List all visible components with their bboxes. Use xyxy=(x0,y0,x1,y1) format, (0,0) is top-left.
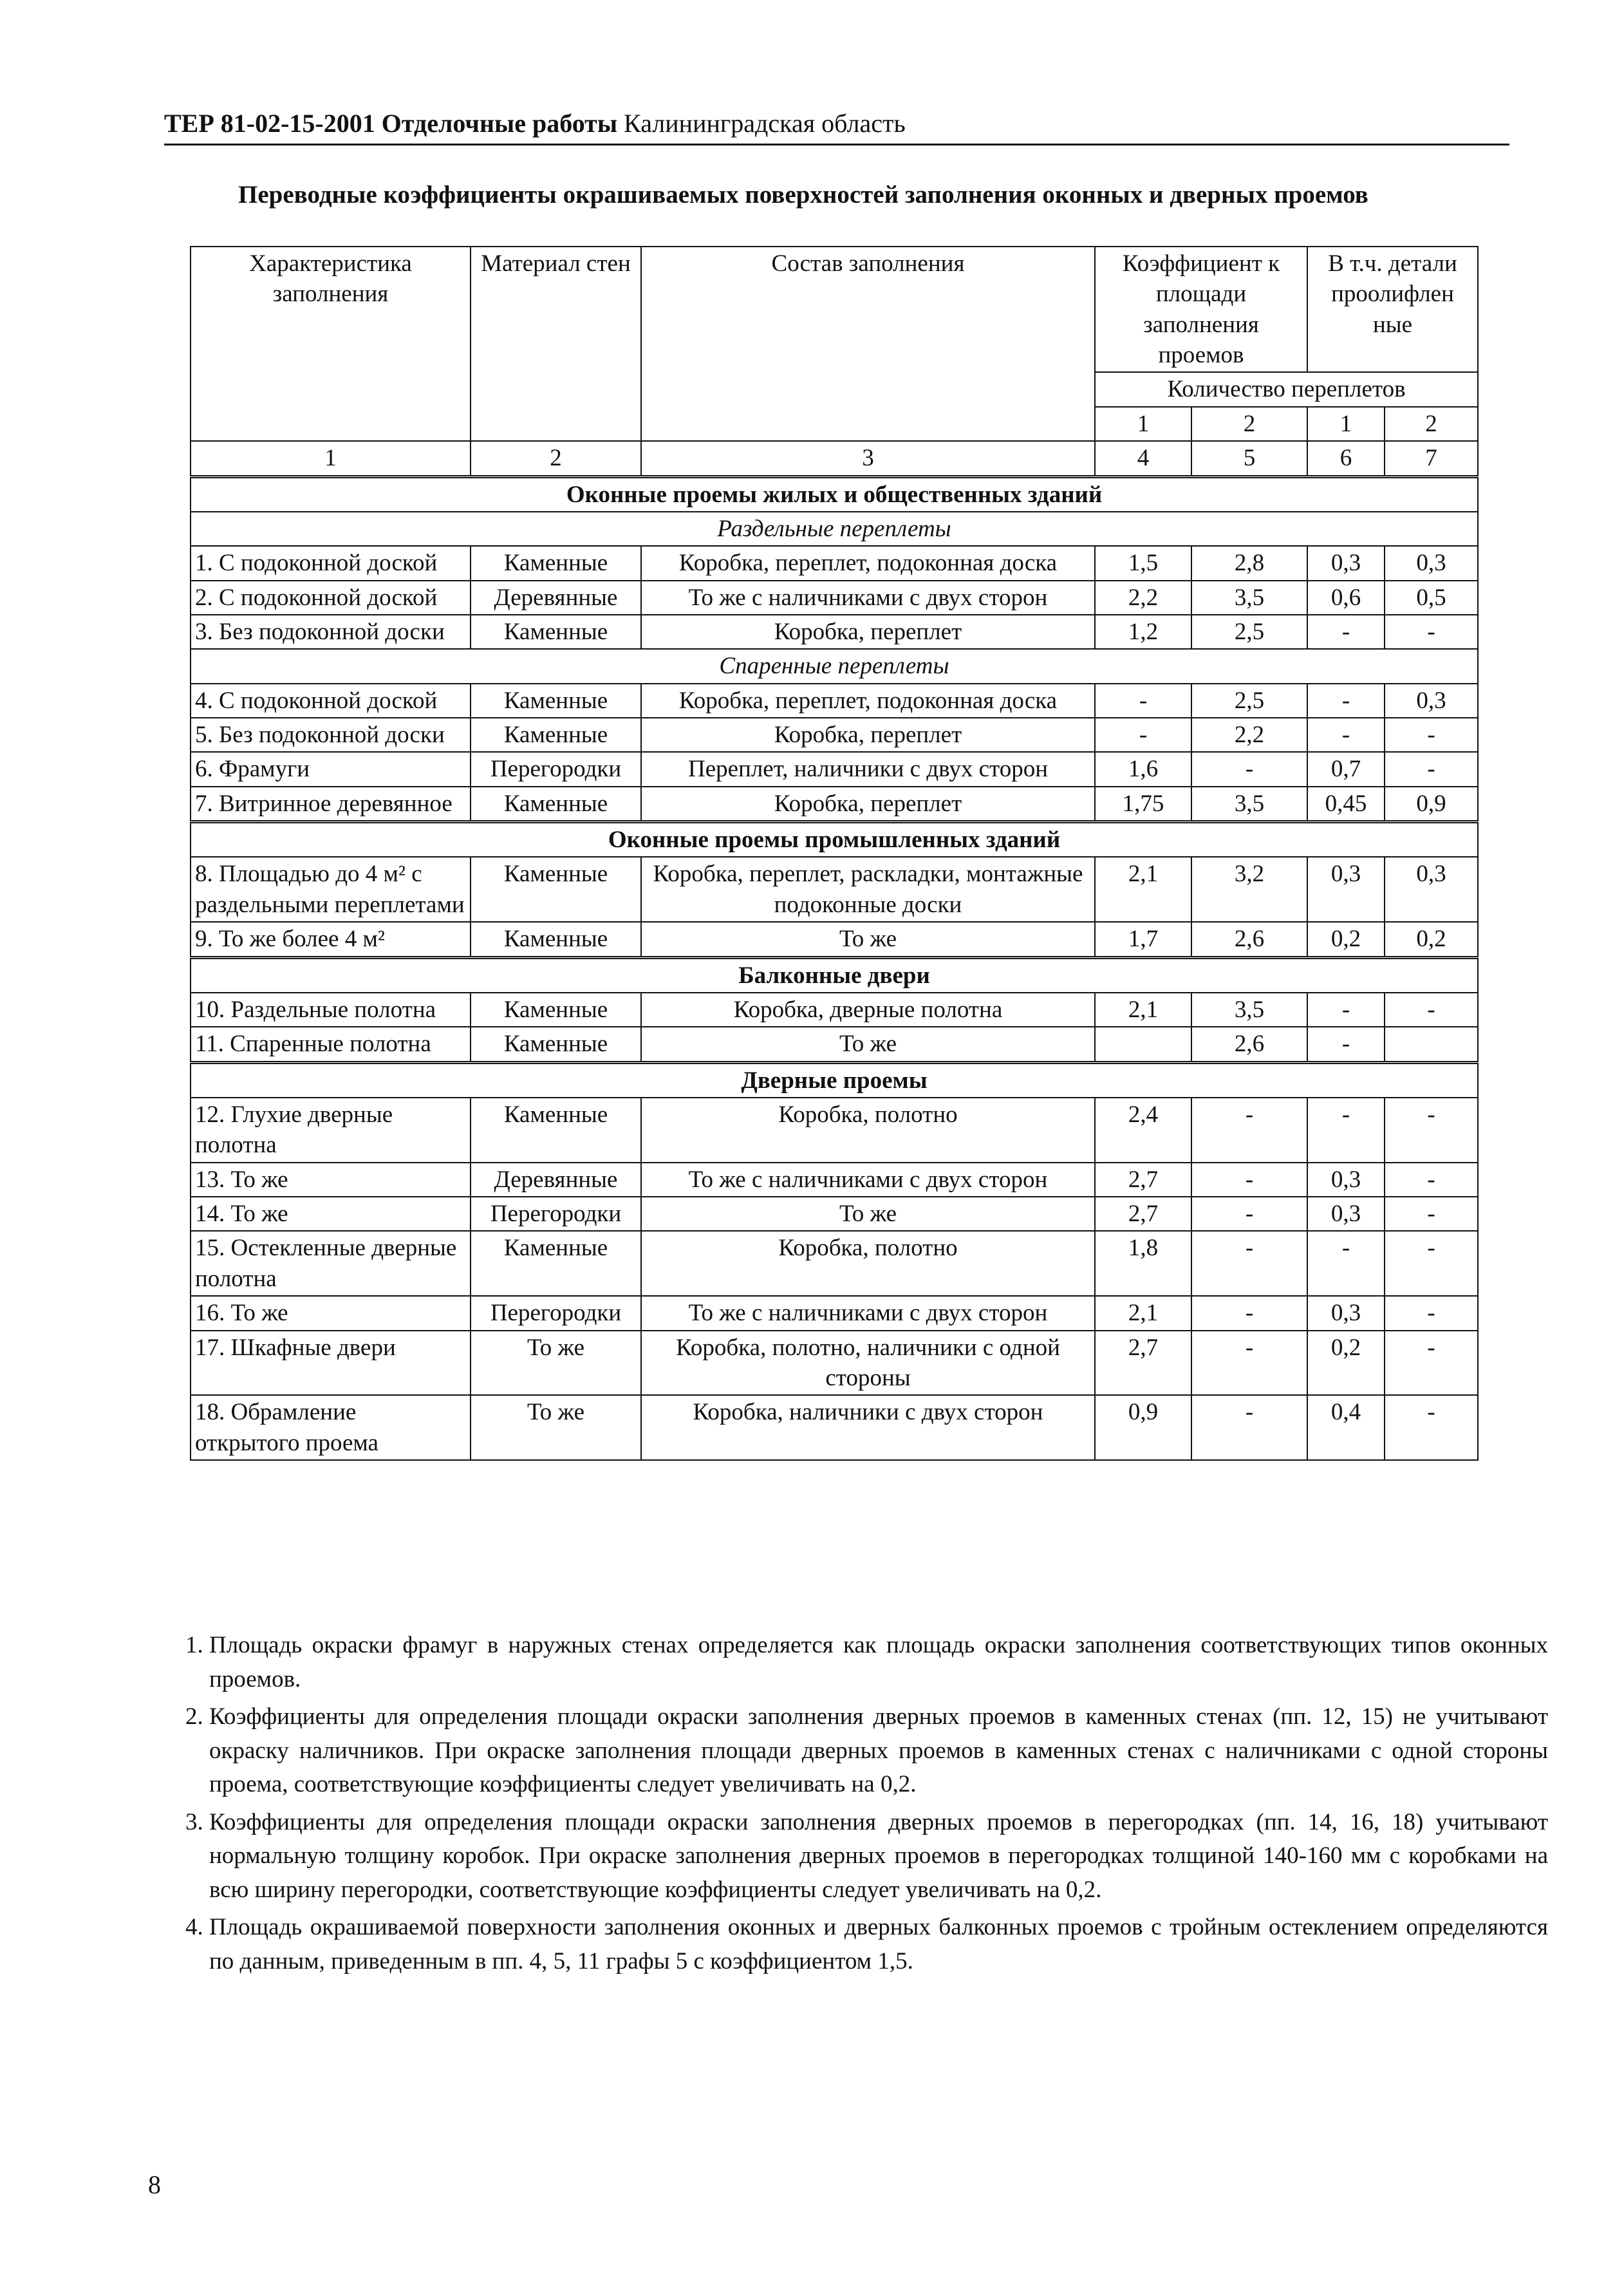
table-row xyxy=(191,546,1478,580)
cell-value: 0,45 xyxy=(1307,787,1385,822)
cell-composition: То же с наличниками с двух сторон xyxy=(641,581,1095,615)
cell-value: - xyxy=(1385,718,1478,752)
cell-value: 1,5 xyxy=(1095,546,1191,580)
table-row xyxy=(191,1231,1478,1296)
cell-value: - xyxy=(1385,1231,1478,1296)
cell-material: Перегородки xyxy=(471,1197,641,1231)
subsection-title: Раздельные переплеты xyxy=(191,512,1478,546)
cell-material: Перегородки xyxy=(471,1296,641,1330)
cell-value xyxy=(1095,1027,1191,1062)
column-number: 2 xyxy=(471,441,641,476)
column-number: 7 xyxy=(1385,441,1478,476)
cell-composition: То же xyxy=(641,1197,1095,1231)
column-number: 3 xyxy=(641,441,1095,476)
header-including: В т.ч. детали проолифлен ные xyxy=(1307,247,1478,372)
header-characteristic: Характеристика заполнения xyxy=(191,247,471,441)
cell-characteristic: 10. Раздельные полотна xyxy=(191,993,471,1027)
cell-characteristic: 4. С подоконной доской xyxy=(191,684,471,718)
cell-value: - xyxy=(1095,684,1191,718)
cell-characteristic: 13. То же xyxy=(191,1163,471,1197)
cell-value: - xyxy=(1191,752,1307,786)
cell-composition: Коробка, переплет xyxy=(641,615,1095,649)
cell-value: 1,6 xyxy=(1095,752,1191,786)
cell-composition: Коробка, полотно xyxy=(641,1098,1095,1163)
header-material: Материал стен xyxy=(471,247,641,441)
cell-value: - xyxy=(1191,1098,1307,1163)
cell-value: 3,5 xyxy=(1191,787,1307,822)
header-sash-count: Количество переплетов xyxy=(1095,372,1478,406)
document-region: Калининградская область xyxy=(624,109,906,138)
cell-value: - xyxy=(1307,615,1385,649)
cell-composition: Коробка, полотно xyxy=(641,1231,1095,1296)
cell-value: 2,6 xyxy=(1191,922,1307,957)
cell-composition: Коробка, наличники с двух сторон xyxy=(641,1395,1095,1460)
cell-material: Каменные xyxy=(471,684,641,718)
column-number: 6 xyxy=(1307,441,1385,476)
table-row xyxy=(191,1027,1478,1062)
cell-characteristic: 3. Без подоконной доски xyxy=(191,615,471,649)
cell-characteristic: 14. То же xyxy=(191,1197,471,1231)
note-item: 4. Площадь окрашиваемой поверхности заполнения оконных и дверных балконных проемов с тройным остеклением определяются по данным, приведенным в пп. 4, 5, 11 графы 5 с коэффициентом 1,5. xyxy=(209,1911,1548,1978)
header-sash-1: 1 xyxy=(1095,407,1191,441)
cell-value: 2,1 xyxy=(1095,993,1191,1027)
cell-value: 1,75 xyxy=(1095,787,1191,822)
cell-characteristic: 7. Витринное деревянное xyxy=(191,787,471,822)
table-header-row xyxy=(191,247,1478,372)
cell-value: 2,5 xyxy=(1191,615,1307,649)
cell-value: - xyxy=(1191,1331,1307,1396)
header-coefficient: Коэффициент к площади заполнения проемов xyxy=(1095,247,1307,372)
cell-material: Перегородки xyxy=(471,752,641,786)
table-row xyxy=(191,1296,1478,1330)
cell-material: Каменные xyxy=(471,787,641,822)
cell-composition: Коробка, переплет, раскладки, монтажные подоконные доски xyxy=(641,857,1095,922)
note-item: 3. Коэффициенты для определения площади окраски заполнения дверных проемов в перегородках (пп. 14, 16, 18) учитывают нормальную толщину коробок. При окраске заполнения дверных проемов в перегородках толщиной 140-160 мм с коробками на всю ширину перегородки, соответствующие коэффициенты следует увеличивать на 0,2. xyxy=(209,1806,1548,1907)
header-sash-1: 1 xyxy=(1307,407,1385,441)
column-number: 1 xyxy=(191,441,471,476)
cell-value: 1,2 xyxy=(1095,615,1191,649)
cell-material: Каменные xyxy=(471,615,641,649)
cell-value: - xyxy=(1191,1231,1307,1296)
cell-value: 2,5 xyxy=(1191,684,1307,718)
cell-value: - xyxy=(1307,1027,1385,1062)
page-number: 8 xyxy=(148,2170,161,2199)
header-sash-2: 2 xyxy=(1385,407,1478,441)
cell-value: 2,1 xyxy=(1095,857,1191,922)
cell-composition: То же с наличниками с двух сторон xyxy=(641,1296,1095,1330)
note-item: 1. Площадь окраски фрамуг в наружных стенах определяется как площадь окраски заполнения соответствующих типов оконных проемов. xyxy=(209,1629,1548,1696)
cell-value xyxy=(1385,1027,1478,1062)
cell-value: - xyxy=(1307,993,1385,1027)
cell-value: 0,9 xyxy=(1385,787,1478,822)
cell-value: 2,2 xyxy=(1095,581,1191,615)
cell-characteristic: 16. То же xyxy=(191,1296,471,1330)
table-row xyxy=(191,581,1478,615)
column-numbers-row xyxy=(191,441,1478,476)
cell-value: - xyxy=(1385,1395,1478,1460)
cell-value: - xyxy=(1385,615,1478,649)
cell-value: 3,2 xyxy=(1191,857,1307,922)
cell-value: 0,4 xyxy=(1307,1395,1385,1460)
cell-value: 0,3 xyxy=(1307,546,1385,580)
cell-characteristic: 2. С подоконной доской xyxy=(191,581,471,615)
cell-composition: Переплет, наличники с двух сторон xyxy=(641,752,1095,786)
cell-value: - xyxy=(1191,1197,1307,1231)
cell-material: То же xyxy=(471,1331,641,1396)
cell-value: 0,5 xyxy=(1385,581,1478,615)
cell-value: - xyxy=(1385,1197,1478,1231)
cell-value: - xyxy=(1385,1331,1478,1396)
cell-material: Деревянные xyxy=(471,581,641,615)
table-row xyxy=(191,1331,1478,1396)
cell-material: То же xyxy=(471,1395,641,1460)
cell-value: 0,3 xyxy=(1307,857,1385,922)
cell-value: - xyxy=(1385,993,1478,1027)
cell-value: - xyxy=(1191,1163,1307,1197)
table-row xyxy=(191,1395,1478,1460)
section-row xyxy=(191,476,1478,512)
cell-value: 0,2 xyxy=(1307,1331,1385,1396)
cell-characteristic: 18. Обрамление открытого проема xyxy=(191,1395,471,1460)
table-row xyxy=(191,1163,1478,1197)
cell-value: 3,5 xyxy=(1191,993,1307,1027)
cell-composition: Коробка, полотно, наличники с одной стороны xyxy=(641,1331,1095,1396)
cell-material: Каменные xyxy=(471,1027,641,1062)
subsection-title: Спаренные переплеты xyxy=(191,649,1478,683)
section-title: Балконные двери xyxy=(191,957,1478,993)
cell-value: - xyxy=(1307,1098,1385,1163)
cell-material: Каменные xyxy=(471,1231,641,1296)
cell-material: Каменные xyxy=(471,1098,641,1163)
column-number: 4 xyxy=(1095,441,1191,476)
cell-composition: Коробка, переплет, подоконная доска xyxy=(641,684,1095,718)
cell-value: 0,3 xyxy=(1385,684,1478,718)
table-row xyxy=(191,993,1478,1027)
cell-value: - xyxy=(1191,1395,1307,1460)
cell-value: 0,9 xyxy=(1095,1395,1191,1460)
section-title: Оконные проемы промышленных зданий xyxy=(191,822,1478,857)
cell-composition: То же xyxy=(641,922,1095,957)
notes-list xyxy=(174,1629,1548,1982)
cell-value: - xyxy=(1385,752,1478,786)
cell-value: 0,3 xyxy=(1307,1296,1385,1330)
cell-value: 0,2 xyxy=(1307,922,1385,957)
column-number: 5 xyxy=(1191,441,1307,476)
document-code: ТЕР 81-02-15-2001 Отделочные работы xyxy=(164,109,618,138)
table-row xyxy=(191,615,1478,649)
cell-characteristic: 17. Шкафные двери xyxy=(191,1331,471,1396)
header-sash-2: 2 xyxy=(1191,407,1307,441)
cell-characteristic: 15. Остекленные дверные полотна xyxy=(191,1231,471,1296)
cell-material: Каменные xyxy=(471,857,641,922)
cell-material: Каменные xyxy=(471,718,641,752)
cell-value: - xyxy=(1095,718,1191,752)
cell-value: 2,2 xyxy=(1191,718,1307,752)
cell-characteristic: 1. С подоконной доской xyxy=(191,546,471,580)
cell-value: - xyxy=(1307,1231,1385,1296)
cell-characteristic: 6. Фрамуги xyxy=(191,752,471,786)
table-row xyxy=(191,684,1478,718)
table-row xyxy=(191,922,1478,957)
cell-value: - xyxy=(1385,1098,1478,1163)
cell-value: 2,8 xyxy=(1191,546,1307,580)
table-row xyxy=(191,1197,1478,1231)
cell-material: Деревянные xyxy=(471,1163,641,1197)
cell-value: - xyxy=(1307,718,1385,752)
section-title: Дверные проемы xyxy=(191,1062,1478,1098)
table-row xyxy=(191,1098,1478,1163)
cell-value: - xyxy=(1385,1296,1478,1330)
table-row xyxy=(191,857,1478,922)
cell-value: 2,6 xyxy=(1191,1027,1307,1062)
cell-composition: То же xyxy=(641,1027,1095,1062)
cell-value: 2,7 xyxy=(1095,1197,1191,1231)
cell-value: - xyxy=(1191,1296,1307,1330)
cell-characteristic: 5. Без подоконной доски xyxy=(191,718,471,752)
cell-value: 1,7 xyxy=(1095,922,1191,957)
cell-characteristic: 12. Глухие дверные полотна xyxy=(191,1098,471,1163)
cell-value: 2,1 xyxy=(1095,1296,1191,1330)
table-title: Переводные коэффициенты окрашиваемых поверхностей заполнения оконных и дверных проемов xyxy=(238,181,1368,209)
cell-value: 2,7 xyxy=(1095,1163,1191,1197)
header-composition: Состав заполнения xyxy=(641,247,1095,441)
table-row xyxy=(191,718,1478,752)
cell-value: - xyxy=(1307,684,1385,718)
cell-value: 0,3 xyxy=(1307,1197,1385,1231)
subsection-row xyxy=(191,649,1478,683)
cell-material: Каменные xyxy=(471,922,641,957)
cell-composition: То же с наличниками с двух сторон xyxy=(641,1163,1095,1197)
cell-value: 0,3 xyxy=(1307,1163,1385,1197)
cell-characteristic: 9. То же более 4 м² xyxy=(191,922,471,957)
subsection-row xyxy=(191,512,1478,546)
cell-value: - xyxy=(1385,1163,1478,1197)
note-item: 2. Коэффициенты для определения площади окраски заполнения дверных проемов в каменных стенах (пп. 12, 15) не учитывают окраску наличников. При окраске заполнения площади дверных проемов в каменных стенах с наличниками с одной стороны проема, соответствующие коэффициенты следует увеличивать на 0,2. xyxy=(209,1700,1548,1802)
cell-characteristic: 8. Площадью до 4 м² с раздельными переплетами xyxy=(191,857,471,922)
cell-material: Каменные xyxy=(471,993,641,1027)
section-row xyxy=(191,822,1478,857)
coefficients-table xyxy=(190,246,1479,1461)
cell-composition: Коробка, переплет, подоконная доска xyxy=(641,546,1095,580)
cell-material: Каменные xyxy=(471,546,641,580)
table-row xyxy=(191,752,1478,786)
cell-value: 2,7 xyxy=(1095,1331,1191,1396)
cell-value: 0,3 xyxy=(1385,857,1478,922)
section-title: Оконные проемы жилых и общественных зданий xyxy=(191,476,1478,512)
cell-characteristic: 11. Спаренные полотна xyxy=(191,1027,471,1062)
cell-composition: Коробка, переплет xyxy=(641,718,1095,752)
cell-value: 2,4 xyxy=(1095,1098,1191,1163)
cell-value: 0,3 xyxy=(1385,546,1478,580)
cell-value: 3,5 xyxy=(1191,581,1307,615)
section-row xyxy=(191,957,1478,993)
cell-value: 0,7 xyxy=(1307,752,1385,786)
cell-value: 0,2 xyxy=(1385,922,1478,957)
table-row xyxy=(191,787,1478,822)
cell-composition: Коробка, дверные полотна xyxy=(641,993,1095,1027)
cell-value: 0,6 xyxy=(1307,581,1385,615)
section-row xyxy=(191,1062,1478,1098)
cell-value: 1,8 xyxy=(1095,1231,1191,1296)
cell-composition: Коробка, переплет xyxy=(641,787,1095,822)
page-header xyxy=(164,108,1509,145)
